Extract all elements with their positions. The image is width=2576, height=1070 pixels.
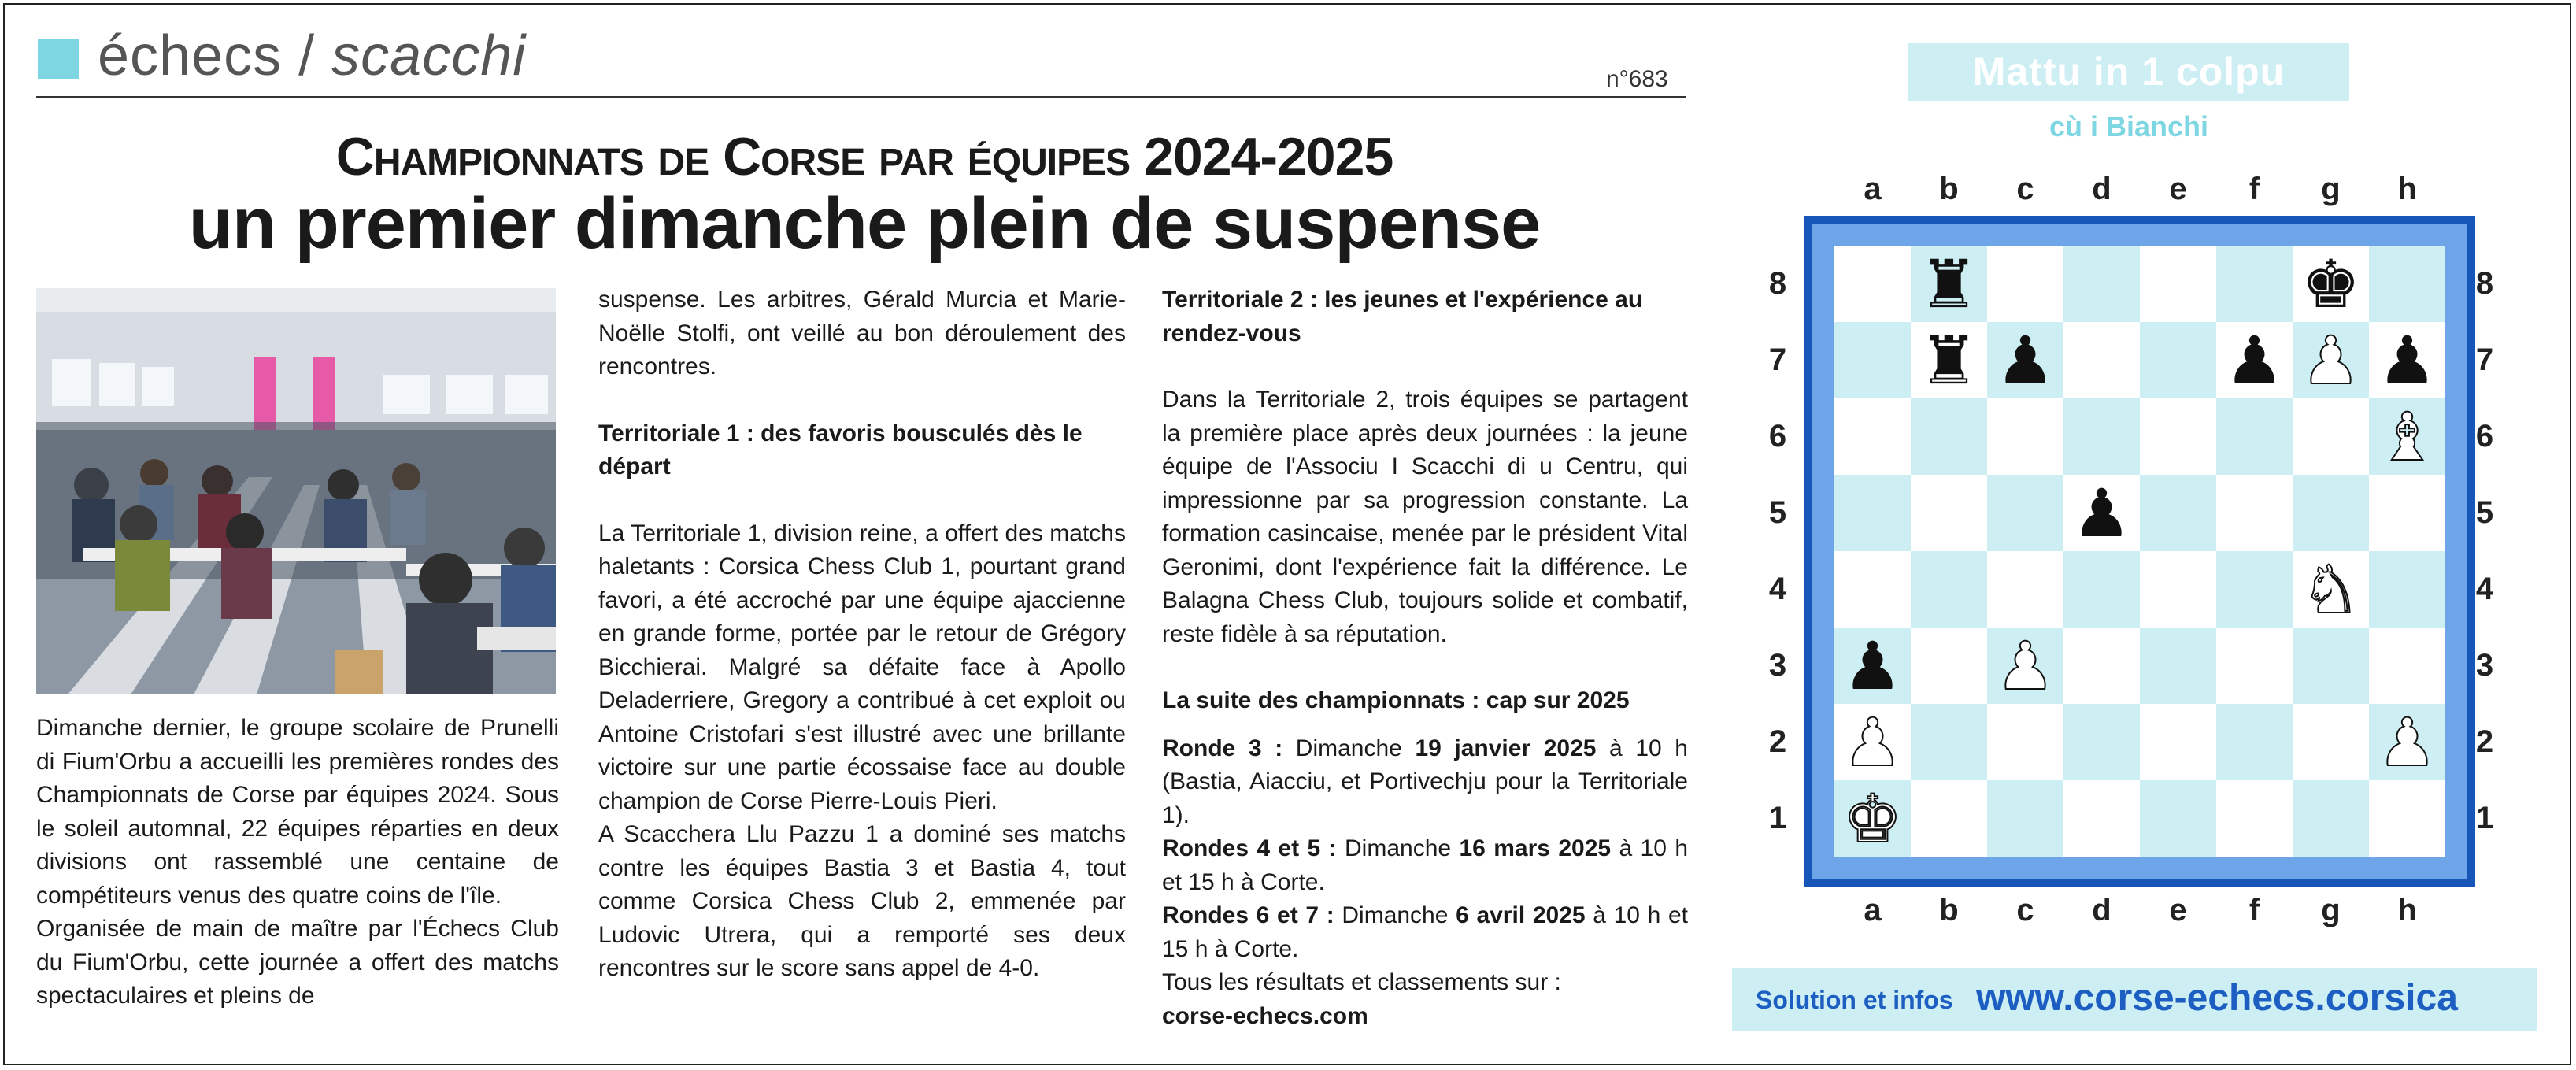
black-pawn-icon[interactable]: ♟ [2071, 476, 2132, 550]
square-h7[interactable] [2369, 322, 2445, 398]
square-h4[interactable] [2369, 551, 2445, 628]
square-g7[interactable] [2293, 322, 2369, 398]
square-e2[interactable] [2140, 704, 2216, 780]
square-f1[interactable] [2216, 780, 2293, 857]
square-d5[interactable] [2063, 475, 2140, 551]
square-e3[interactable] [2140, 628, 2216, 704]
square-b6[interactable] [1911, 398, 1987, 475]
rank-label-right-3: 3 [2475, 648, 2494, 683]
square-g6[interactable] [2293, 398, 2369, 475]
black-pawn-icon[interactable]: ♟ [1842, 628, 1903, 703]
white-pawn-icon[interactable]: ♟ [1842, 705, 1903, 779]
square-e4[interactable] [2140, 551, 2216, 628]
white-pawn-icon[interactable]: ♟ [1995, 628, 2056, 703]
square-c3[interactable] [1987, 628, 2063, 704]
file-label-top-d: d [2092, 172, 2112, 206]
section-title: échecs / scacchi [98, 24, 527, 87]
square-c5[interactable] [1987, 475, 2063, 551]
square-c8[interactable] [1987, 246, 2063, 322]
square-d6[interactable] [2063, 398, 2140, 475]
scacchera-paragraph: A Scacchera Llu Pazzu 1 a dominé ses matchs contre les équipes Bastia 3 et Bastia 4, tout comme Corsica Chess Club 2, emmenée par Ludovic Utrera, qui a remporté ses deux rencontres sur le score sans appel de 4-0. [598, 821, 1126, 981]
square-h2[interactable] [2369, 704, 2445, 780]
square-c1[interactable] [1987, 780, 2063, 857]
issue-number: n°683 [1606, 66, 1668, 92]
square-f3[interactable] [2216, 628, 2293, 704]
square-c6[interactable] [1987, 398, 2063, 475]
rank-label-right-2: 2 [2475, 724, 2494, 759]
square-f4[interactable] [2216, 551, 2293, 628]
solution-label: Solution et infos [1756, 986, 1953, 1014]
black-king-icon[interactable]: ♚ [2300, 246, 2361, 321]
white-pawn-icon[interactable]: ♟ [2377, 705, 2437, 779]
file-label-bottom-a: a [1864, 893, 1882, 927]
rank-label-right-4: 4 [2475, 572, 2494, 606]
rank-label-left-6: 6 [1768, 419, 1787, 454]
rank-label-left-1: 1 [1768, 801, 1787, 835]
square-h1[interactable] [2369, 780, 2445, 857]
square-f5[interactable] [2216, 475, 2293, 551]
schedule-heading: La suite des championnats : cap sur 2025 [1162, 687, 1630, 713]
black-pawn-icon[interactable]: ♟ [1995, 323, 2056, 398]
file-label-top-f: f [2248, 172, 2260, 206]
white-knight-icon[interactable]: ♞ [2300, 552, 2361, 627]
header-rule [36, 96, 1686, 98]
organisation-paragraph: Organisée de main de maître par l'Échecs Club du Fium'Orbu, cette journée a offert des matchs spectaculaires et pleins de [36, 916, 559, 1009]
rank-label-right-7: 7 [2475, 342, 2494, 377]
rank-label-right-8: 8 [2475, 266, 2494, 301]
puzzle-title: Mattu in 1 colpu [1908, 43, 2349, 101]
square-b8[interactable] [1911, 246, 1987, 322]
rank-label-left-2: 2 [1768, 724, 1787, 759]
square-b7[interactable] [1911, 322, 1987, 398]
file-label-bottom-h: h [2397, 893, 2417, 927]
square-f8[interactable] [2216, 246, 2293, 322]
file-label-bottom-c: c [2016, 893, 2034, 927]
square-h5[interactable] [2369, 475, 2445, 551]
white-bishop-icon[interactable]: ♝ [2377, 399, 2437, 474]
territoriale-2-heading: Territoriale 2 : les jeunes et l'expérience au rendez-vous [1162, 287, 1643, 346]
rank-label-right-5: 5 [2475, 495, 2494, 530]
square-f7[interactable] [2216, 322, 2293, 398]
square-d2[interactable] [2063, 704, 2140, 780]
article-column-3 [1162, 283, 1688, 1033]
file-label-top-c: c [2016, 172, 2034, 206]
file-label-bottom-d: d [2092, 893, 2112, 927]
square-g1[interactable] [2293, 780, 2369, 857]
file-label-top-a: a [1864, 172, 1882, 206]
rank-label-right-1: 1 [2475, 801, 2494, 835]
file-label-bottom-b: b [1939, 893, 1959, 927]
black-rook-icon[interactable]: ♜ [1919, 246, 1979, 321]
square-g5[interactable] [2293, 475, 2369, 551]
tournament-photo [36, 288, 556, 694]
black-pawn-icon[interactable]: ♟ [2377, 323, 2437, 398]
square-a8[interactable] [1834, 246, 1911, 322]
square-g8[interactable] [2293, 246, 2369, 322]
rank-label-left-5: 5 [1768, 495, 1787, 530]
square-c7[interactable] [1987, 322, 2063, 398]
black-rook-icon[interactable]: ♜ [1919, 323, 1979, 398]
file-label-bottom-f: f [2248, 893, 2260, 927]
square-d1[interactable] [2063, 780, 2140, 857]
file-label-top-g: g [2321, 172, 2341, 206]
white-king-icon[interactable]: ♚ [1842, 781, 1903, 856]
square-b4[interactable] [1911, 551, 1987, 628]
square-e8[interactable] [2140, 246, 2216, 322]
square-a5[interactable] [1834, 475, 1911, 551]
square-b1[interactable] [1911, 780, 1987, 857]
section-marker [38, 39, 79, 79]
headline-title: un premier dimanche plein de suspense [188, 183, 1541, 264]
black-pawn-icon[interactable]: ♟ [2224, 323, 2285, 398]
territoriale-1-paragraph: La Territoriale 1, division reine, a offert des matchs haletants : Corsica Chess Club 1, pourtant grand favori, a été accroché par une équipe ajaccienne en grande forme, portée par le retour de Grégory Bicchierai. Malgré sa défaite face à Apollo Deladerriere, Gregory a contribué à cet exploit ou Antoine Cristofari s'est illustré avec une brillante victoire sur une partie écossaise face au double champion de Corse Pierre-Louis Pieri. [598, 520, 1126, 814]
arbiters-paragraph: suspense. Les arbitres, Gérald Murcia et Marie-Noëlle Stolfi, ont veillé au bon déroulement des rencontres. [598, 287, 1126, 379]
square-a1[interactable] [1834, 780, 1911, 857]
chessboard[interactable] [1834, 246, 2445, 857]
square-b2[interactable] [1911, 704, 1987, 780]
results-line: Tous les résultats et classements sur : [1162, 969, 1561, 995]
solution-banner [1732, 968, 2537, 1031]
headline-supertitle: Championnats de Corse par équipes 2024-2025 [335, 127, 1393, 187]
solution-url-link[interactable]: www.corse-echecs.corsica [1976, 977, 2458, 1019]
square-c2[interactable] [1987, 704, 2063, 780]
square-b5[interactable] [1911, 475, 1987, 551]
file-label-bottom-g: g [2321, 893, 2341, 927]
square-g3[interactable] [2293, 628, 2369, 704]
results-site-link[interactable]: corse-echecs.com [1162, 1002, 1368, 1029]
article-column-1 [36, 712, 559, 1013]
square-d4[interactable] [2063, 551, 2140, 628]
square-a3[interactable] [1834, 628, 1911, 704]
file-label-top-b: b [1939, 172, 1959, 206]
square-h3[interactable] [2369, 628, 2445, 704]
rank-label-left-4: 4 [1768, 572, 1787, 606]
rounds-4-5: Rondes 4 et 5 : Dimanche 16 mars 2025 à 10 h et 15 h à Corte. [1162, 835, 1689, 895]
square-e5[interactable] [2140, 475, 2216, 551]
round-3: Ronde 3 : Dimanche 19 janvier 2025 à 10 h (Bastia, Aiacciu, et Portivechju pour la Territoriale 1). [1162, 735, 1688, 828]
square-a7[interactable] [1834, 322, 1911, 398]
article-column-2 [598, 283, 1126, 986]
square-a2[interactable] [1834, 704, 1911, 780]
square-f2[interactable] [2216, 704, 2293, 780]
chessboard-frame [1804, 216, 2475, 887]
square-g4[interactable] [2293, 551, 2369, 628]
square-e1[interactable] [2140, 780, 2216, 857]
rank-label-left-7: 7 [1768, 342, 1787, 377]
white-pawn-icon[interactable]: ♟ [2300, 323, 2361, 398]
square-d3[interactable] [2063, 628, 2140, 704]
square-h8[interactable] [2369, 246, 2445, 322]
rounds-6-7: Rondes 6 et 7 : Dimanche 6 avril 2025 à 10 h et 15 h à Corte. [1162, 902, 1688, 962]
puzzle-subtitle: cù i Bianchi [2049, 110, 2209, 143]
square-b3[interactable] [1911, 628, 1987, 704]
file-label-bottom-e: e [2169, 893, 2187, 927]
square-d7[interactable] [2063, 322, 2140, 398]
intro-paragraph: Dimanche dernier, le groupe scolaire de Prunelli di Fium'Orbu a accueilli les premières rondes des Championnats de Corse par équipes 2024. Sous le soleil automnal, 22 équipes réparties en deux divisions ont rassemblé une centaine de compétiteurs venus des quatre coins de l'île. [36, 715, 559, 909]
rank-label-left-8: 8 [1768, 266, 1787, 301]
square-g2[interactable] [2293, 704, 2369, 780]
file-label-top-e: e [2169, 172, 2187, 206]
square-h6[interactable] [2369, 398, 2445, 475]
file-label-top-h: h [2397, 172, 2417, 206]
rank-label-right-6: 6 [2475, 419, 2494, 454]
square-e7[interactable] [2140, 322, 2216, 398]
square-f6[interactable] [2216, 398, 2293, 475]
square-d8[interactable] [2063, 246, 2140, 322]
square-a6[interactable] [1834, 398, 1911, 475]
chessboard-border [1812, 224, 2467, 879]
square-e6[interactable] [2140, 398, 2216, 475]
square-a4[interactable] [1834, 551, 1911, 628]
rank-label-left-3: 3 [1768, 648, 1787, 683]
square-c4[interactable] [1987, 551, 2063, 628]
territoriale-1-heading: Territoriale 1 : des favoris bousculés dès le départ [598, 420, 1083, 479]
territoriale-2-paragraph: Dans la Territoriale 2, trois équipes se partagent la première place après deux journées : la jeune équipe de l'Associu I Scacchi di u Centru, qui impressionne par sa progression constante. La formation casincaise, menée par le président Vital Geronimi, dont l'expérience fait la différence. Le Balagna Chess Club, toujours solide et combatif, reste fidèle à sa réputation. [1162, 387, 1688, 647]
